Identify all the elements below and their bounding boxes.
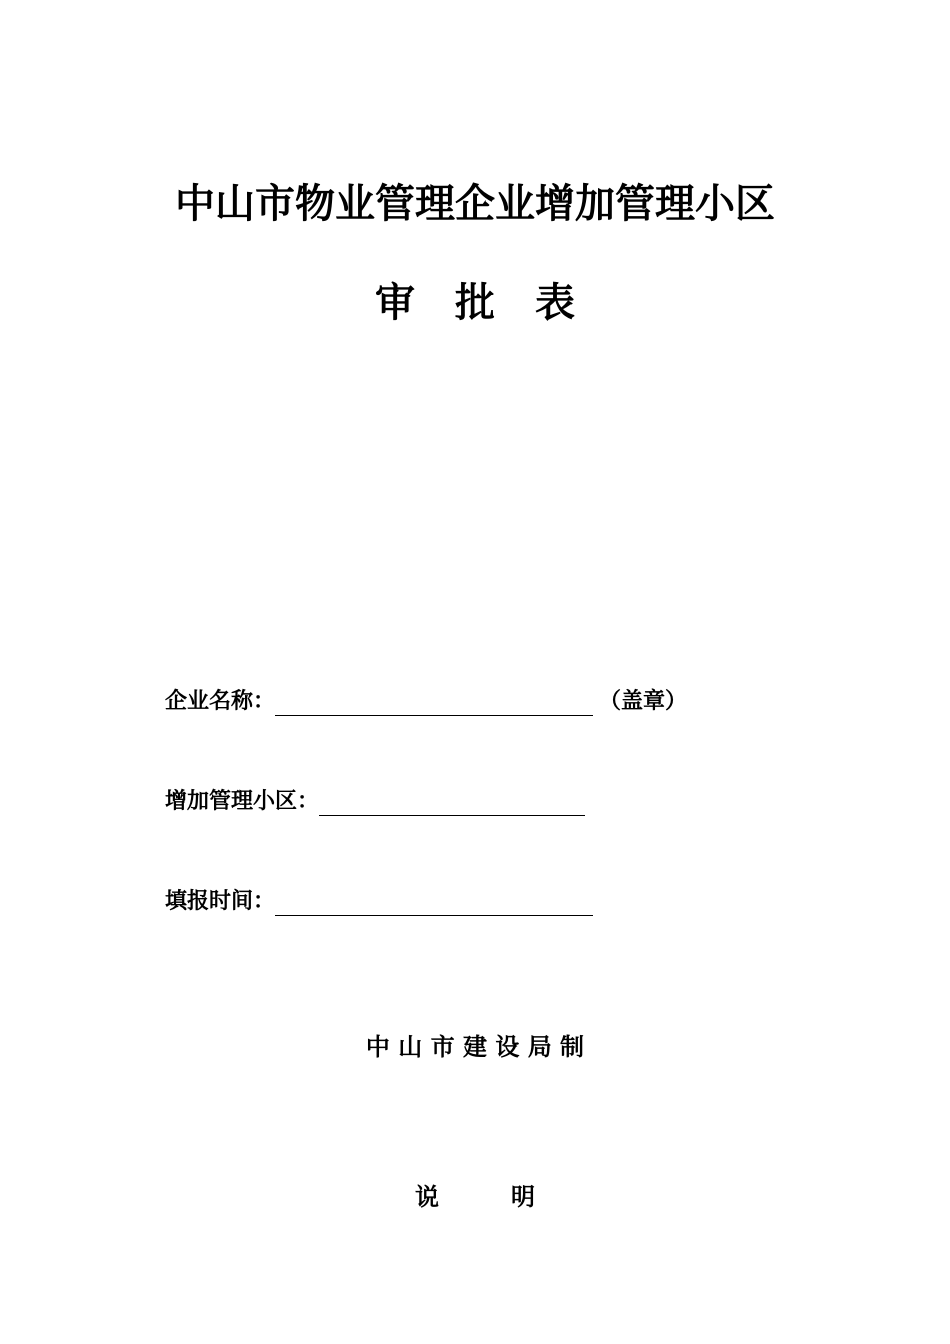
community-label: 增加管理小区： (165, 788, 320, 814)
community-row (165, 782, 585, 816)
community-field[interactable] (319, 789, 585, 816)
company-seal-note: （盖章） (599, 688, 688, 714)
date-row (165, 882, 593, 916)
company-name-field[interactable] (275, 689, 593, 716)
form-subtitle: 审 批 表 (375, 279, 575, 326)
form-title: 中山市物业管理企业增加管理小区 (175, 180, 775, 227)
company-name-row (165, 682, 687, 716)
date-label: 填报时间： (165, 888, 276, 914)
explanation-heading: 说 明 (415, 1182, 535, 1211)
issuer-text: 中 山 市 建 设 局 制 (365, 1032, 585, 1061)
company-name-label: 企业名称： (165, 688, 276, 714)
date-field[interactable] (275, 889, 593, 916)
